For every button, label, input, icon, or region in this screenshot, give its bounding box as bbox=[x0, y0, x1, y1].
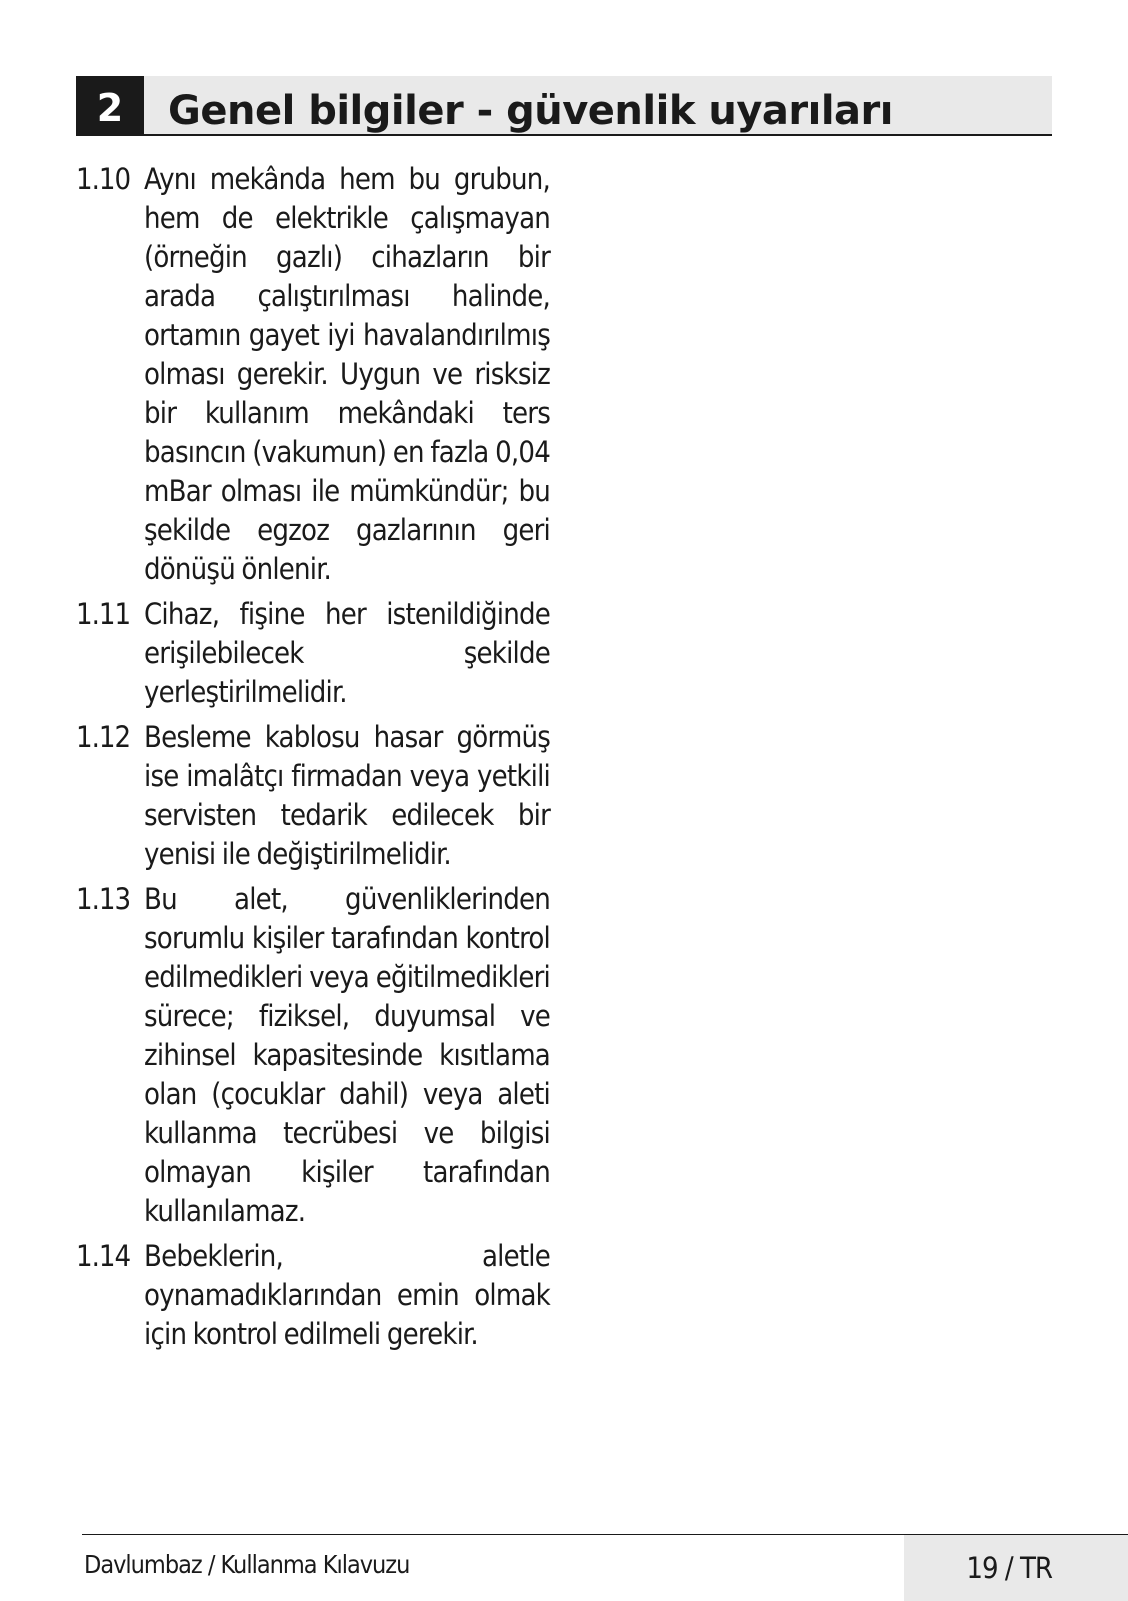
list-item bbox=[76, 718, 550, 874]
footer-page-number: 19 / TR bbox=[966, 1551, 1052, 1585]
chapter-title: Genel bilgiler - güvenlik uyarıları bbox=[168, 88, 893, 134]
list-item bbox=[76, 595, 550, 712]
item-text: Bebeklerin, aletle oynamadıklarından emin olmak için kontrol edilmeli gerekir. bbox=[144, 1239, 550, 1351]
item-number: 1.10 bbox=[76, 162, 131, 196]
chapter-number: 2 bbox=[76, 76, 144, 134]
list-item bbox=[76, 1237, 550, 1354]
item-number: 1.13 bbox=[76, 882, 131, 916]
item-text: Bu alet, güvenliklerinden sorumlu kişiler tarafından kontrol edilmedikleri veya eğitilmedikleri sürece; fiziksel, duyumsal ve zihinsel kapasitesinde kısıtlama olan (çocuklar dahil) veya aleti kullanma tecrübesi ve bilgisi olmayan kişiler tarafından kullanılamaz. bbox=[144, 882, 550, 1228]
safety-list bbox=[76, 160, 550, 1360]
list-item bbox=[76, 880, 550, 1231]
item-number: 1.14 bbox=[76, 1239, 131, 1273]
item-number: 1.12 bbox=[76, 720, 131, 754]
chapter-header bbox=[76, 76, 1052, 136]
list-item bbox=[76, 160, 550, 589]
item-number: 1.11 bbox=[76, 597, 131, 631]
footer-document-title: Davlumbaz / Kullanma Kılavuzu bbox=[84, 1550, 410, 1579]
item-text: Besleme kablosu hasar görmüş ise imalâtçı firmadan veya yetkili servisten tedarik edilecek bir yenisi ile değiştirilmelidir. bbox=[144, 720, 550, 871]
item-text: Aynı mekânda hem bu grubun, hem de elektrikle çalışmayan (örneğin gazlı) cihazların bir arada çalıştırılması halinde, ortamın gayet iyi havalandırılmış olması gerekir. Uygun ve risksiz bir kullanım mekândaki ters basıncın (vakumun) en fazla 0,04 mBar olması ile mümkündür; bu şekilde egzoz gazlarının geri dönüşü önlenir. bbox=[144, 162, 550, 586]
item-text: Cihaz, fişine her istenildiğinde erişilebilecek şekilde yerleştirilmelidir. bbox=[144, 597, 550, 709]
